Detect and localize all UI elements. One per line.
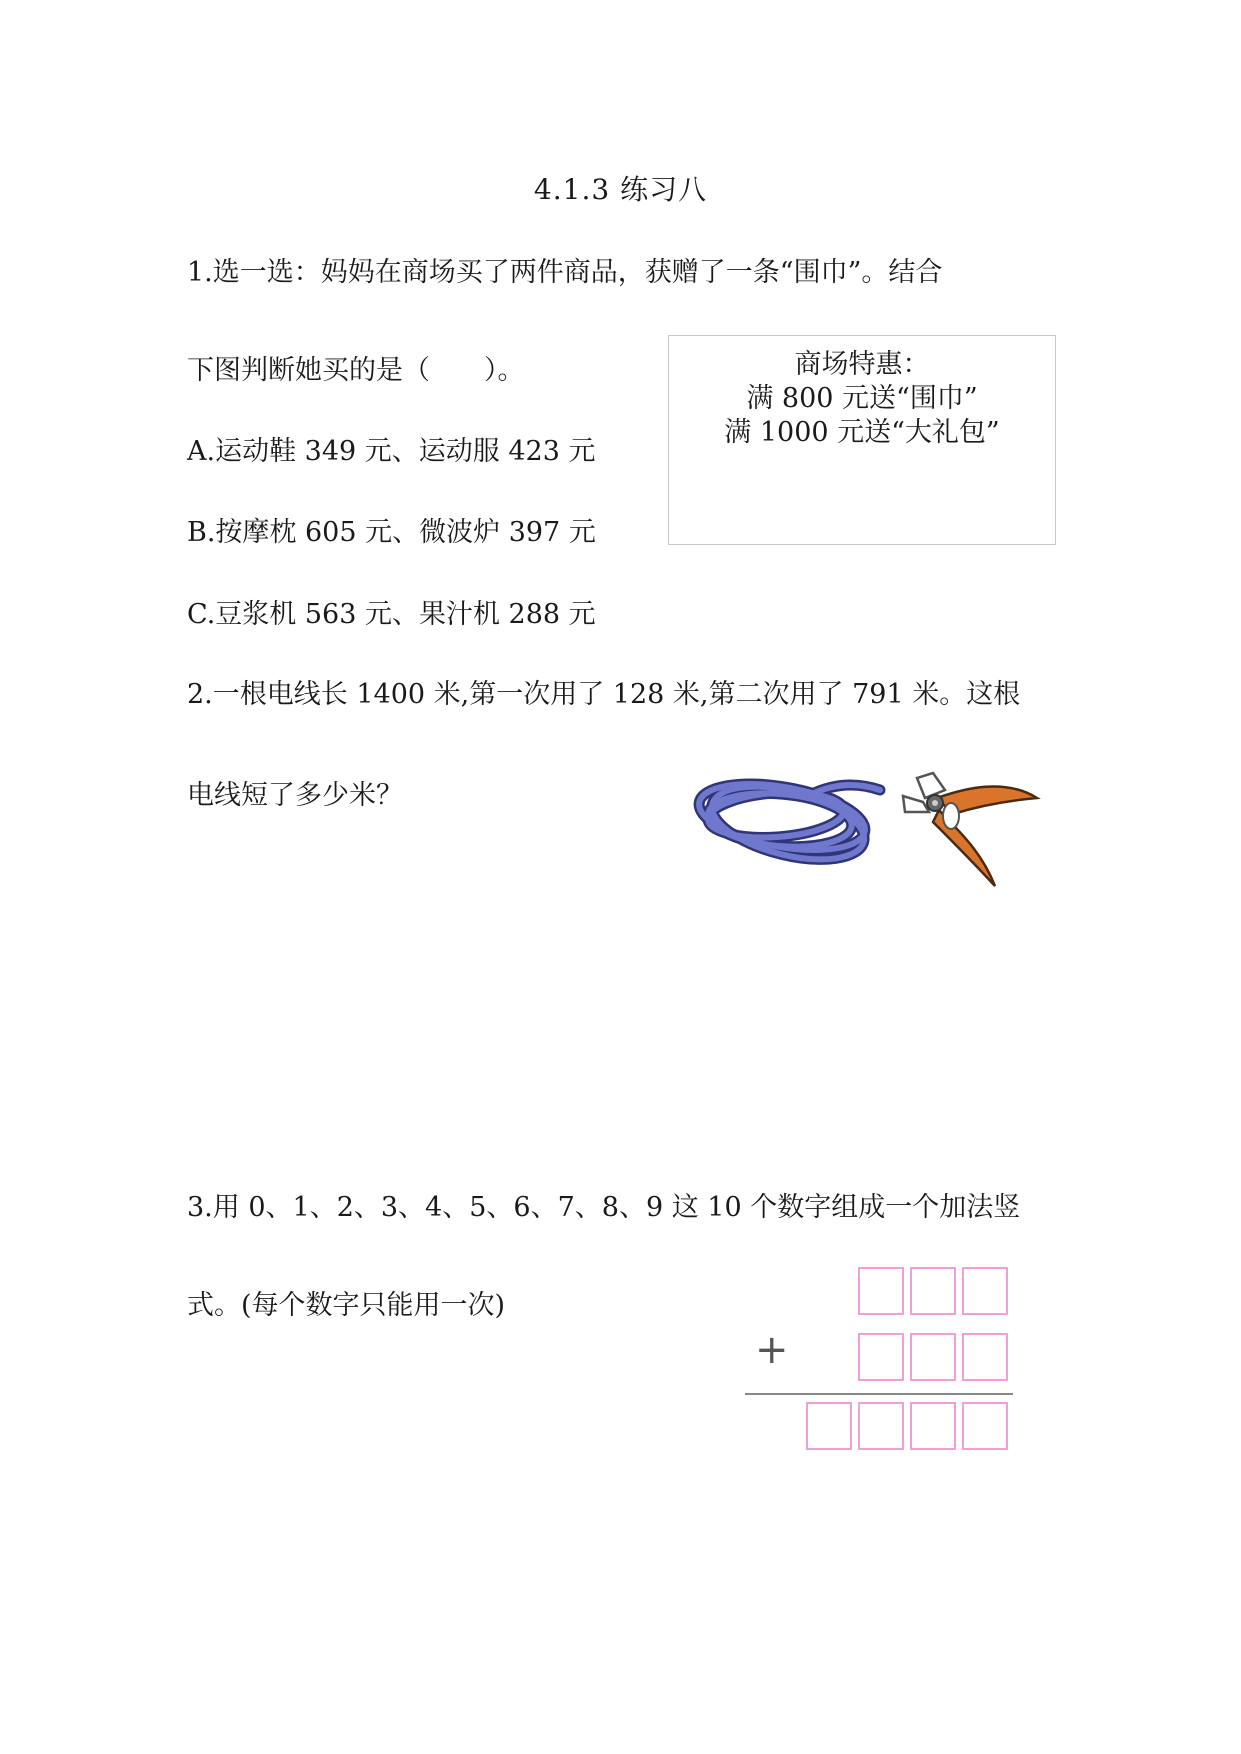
sum-box-2[interactable] — [858, 1402, 904, 1450]
promo-rule-gift: 满 1000 元送“大礼包” — [724, 417, 1000, 448]
q1-option-a: A.运动鞋 349 元、运动服 423 元 — [187, 436, 596, 467]
q2-line1: 2.一根电线长 1400 米,第一次用了 128 米,第二次用了 791 米。这根 — [187, 679, 1021, 710]
plus-sign: + — [755, 1327, 789, 1373]
q1-line2: 下图判断她买的是（ ）。 — [187, 355, 525, 386]
sum-box-3[interactable] — [910, 1402, 956, 1450]
q2-line2: 电线短了多少米？ — [187, 780, 403, 811]
addend2-box-2[interactable] — [910, 1333, 956, 1381]
q3-line1: 3.用 0、1、2、3、4、5、6、7、8、9 这 10 个数字组成一个加法竖 — [187, 1192, 1021, 1223]
promo-heading: 商场特惠： — [794, 349, 930, 380]
page-title: 4.1.3 练习八 — [533, 173, 708, 206]
promo-rule-scarf: 满 800 元送“围巾” — [746, 383, 978, 414]
q1-option-b: B.按摩枕 605 元、微波炉 397 元 — [187, 517, 596, 548]
q1-option-c: C.豆浆机 563 元、果汁机 288 元 — [187, 599, 596, 630]
q3-line2: 式。(每个数字只能用一次) — [187, 1290, 506, 1321]
sum-divider — [745, 1393, 1013, 1395]
sum-box-4[interactable] — [962, 1402, 1008, 1450]
addend2-box-1[interactable] — [858, 1333, 904, 1381]
addend1-box-3[interactable] — [962, 1267, 1008, 1315]
sum-box-1[interactable] — [806, 1402, 852, 1450]
q1-line1: 1.选一选：妈妈在商场买了两件商品，获赠了一条“围巾”。结合 — [187, 257, 943, 288]
wire-cutter-icon — [895, 768, 1045, 893]
promo-box — [668, 335, 1056, 545]
addend2-box-3[interactable] — [962, 1333, 1008, 1381]
wire-coil-icon — [690, 765, 890, 880]
addend1-box-2[interactable] — [910, 1267, 956, 1315]
addend1-box-1[interactable] — [858, 1267, 904, 1315]
